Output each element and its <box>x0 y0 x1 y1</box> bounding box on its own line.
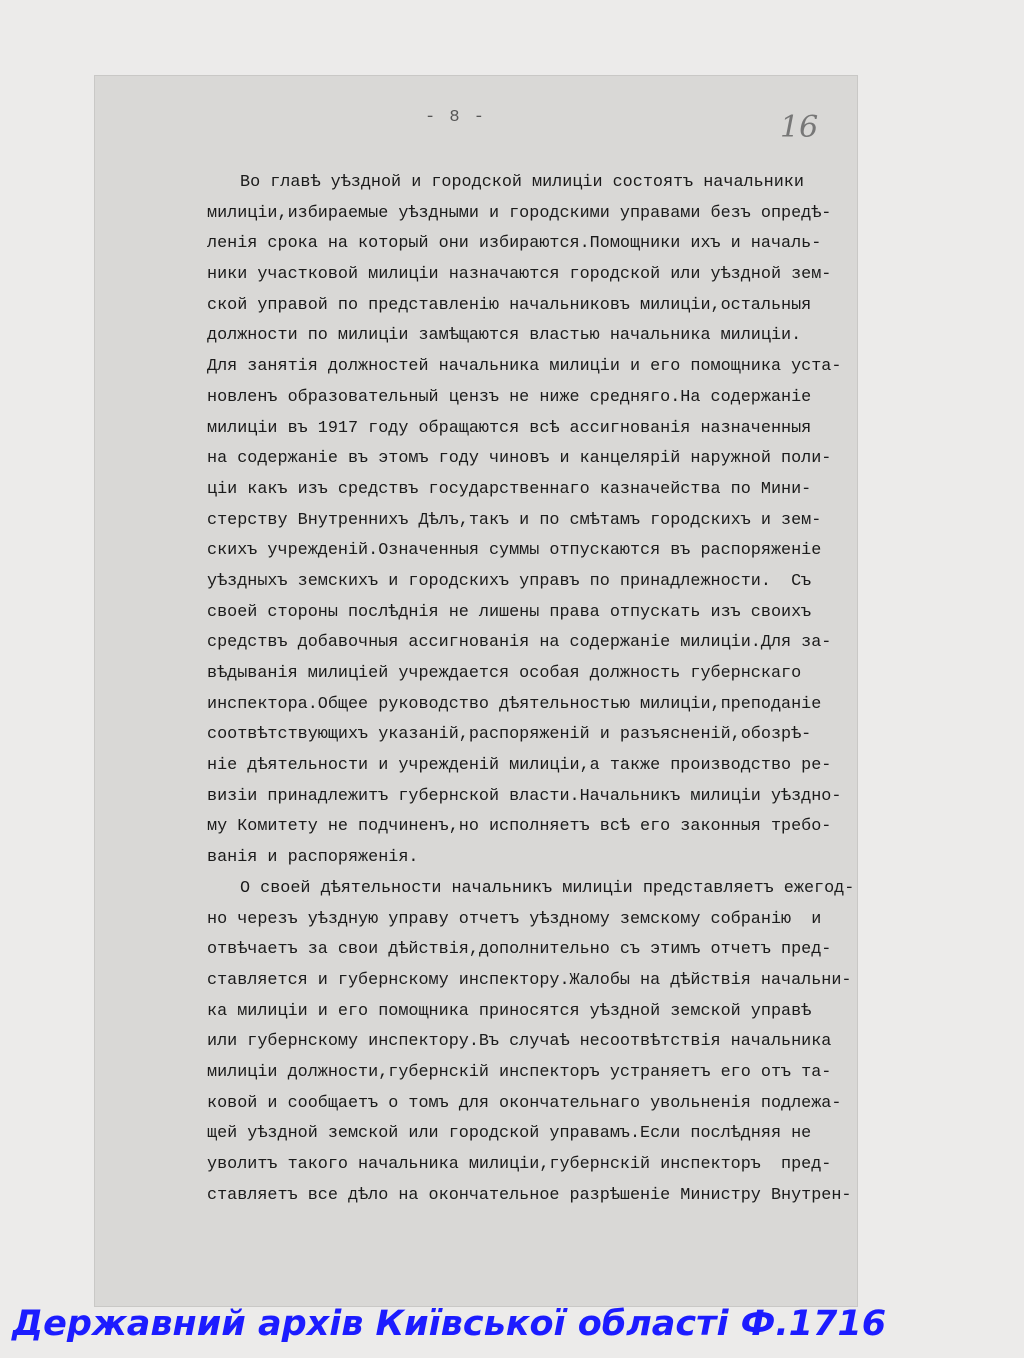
text-line: щей уѣздной земской или городской управамъ.Если послѣдняя не <box>207 1124 812 1144</box>
text-line: или губернскому инспектору.Въ случаѣ несоотвѣтствія начальника <box>207 1032 832 1052</box>
text-line: ка милиціи и его помощника приносятся уѣздной земской управѣ <box>207 1001 812 1021</box>
text-line: ніе дѣятельности и учрежденій милиціи,а также производство ре- <box>207 756 832 776</box>
handwritten-folio-number: 16 <box>780 110 819 145</box>
text-line: ставляется и губернскому инспектору.Жалобы на дѣйствія начальни- <box>207 970 852 990</box>
paragraph-1 <box>207 168 847 874</box>
text-line: милиціи должности,губернскій инспекторъ устраняетъ его отъ та- <box>207 1062 832 1082</box>
document-body <box>207 168 855 1211</box>
text-line: стерству Внутреннихъ Дѣлъ,такъ и по смѣтамъ городскихъ и зем- <box>207 510 822 530</box>
text-line: новленъ образовательный цензъ не ниже средняго.На содержаніе <box>207 387 812 407</box>
text-line: ціи какъ изъ средствъ государственнаго казначейства по Мини- <box>207 479 812 499</box>
text-line: вѣдыванія милиціей учреждается особая должность губернскаго <box>207 664 802 683</box>
text-line: средствъ добавочныя ассигнованія на содержаніе милиціи.Для за- <box>207 633 832 653</box>
text-line: му Комитету не подчиненъ,но исполняетъ всѣ его законныя требо- <box>207 817 832 837</box>
text-line: ставляетъ все дѣло на окончательное разрѣшеніе Министру Внутрен- <box>207 1185 852 1205</box>
text-line: ленія срока на который они избираются.Помощники ихъ и началь- <box>207 234 822 254</box>
text-line: должности по милиціи замѣщаются властью начальника милиціи. <box>207 326 802 346</box>
text-line: визіи принадлежитъ губернской власти.Начальникъ милиціи уѣздно- <box>207 786 842 806</box>
text-line: соотвѣтствующихъ указаній,распоряженій и разъясненій,обозрѣ- <box>207 725 812 745</box>
text-line: милиціи въ 1917 году обращаются всѣ ассигнованія назначенныя <box>207 418 812 438</box>
text-line: на содержаніе въ этомъ году чиновъ и канцелярій наружной поли- <box>207 449 832 469</box>
text-line: Для занятія должностей начальника милиціи и его помощника уста- <box>207 357 842 377</box>
text-line: отвѣчаетъ за свои дѣйствія,дополнительно съ этимъ отчетъ пред- <box>207 940 832 960</box>
paragraph-2 <box>207 874 855 1212</box>
text-line: милиціи,избираемые уѣздными и городскими управами безъ опредѣ- <box>207 203 832 223</box>
text-line: О своей дѣятельности начальникъ милиціи представляетъ ежегод- <box>240 878 855 898</box>
archive-caption: Державний архів Київської області Ф.1716 <box>12 1304 887 1344</box>
text-line: Во главѣ уѣздной и городской милиціи состоятъ начальники <box>240 173 804 192</box>
text-line: своей стороны послѣднія не лишены права отпускать изъ своихъ <box>207 602 812 622</box>
text-line: ники участковой милиціи назначаются городской или уѣздной зем- <box>207 265 832 285</box>
text-line: скихъ учрежденій.Означенныя суммы отпускаются въ распоряженіе <box>207 541 822 561</box>
page-number: - 8 - <box>425 108 487 127</box>
text-line: ковой и сообщаетъ о томъ для окончательнаго увольненія подлежа- <box>207 1093 842 1113</box>
text-line: уволитъ такого начальника милиціи,губернскій инспекторъ пред- <box>207 1155 832 1174</box>
text-line: ской управой по представленію начальниковъ милиціи,остальныя <box>207 295 812 315</box>
text-line: инспектора.Общее руководство дѣятельностью милиціи,преподаніе <box>207 694 822 714</box>
text-line: но черезъ уѣздную управу отчетъ уѣздному земскому собранію и <box>207 909 822 929</box>
text-line: ванія и распоряженія. <box>207 848 419 868</box>
text-line: уѣздныхъ земскихъ и городскихъ управъ по принадлежности. Съ <box>207 571 812 591</box>
